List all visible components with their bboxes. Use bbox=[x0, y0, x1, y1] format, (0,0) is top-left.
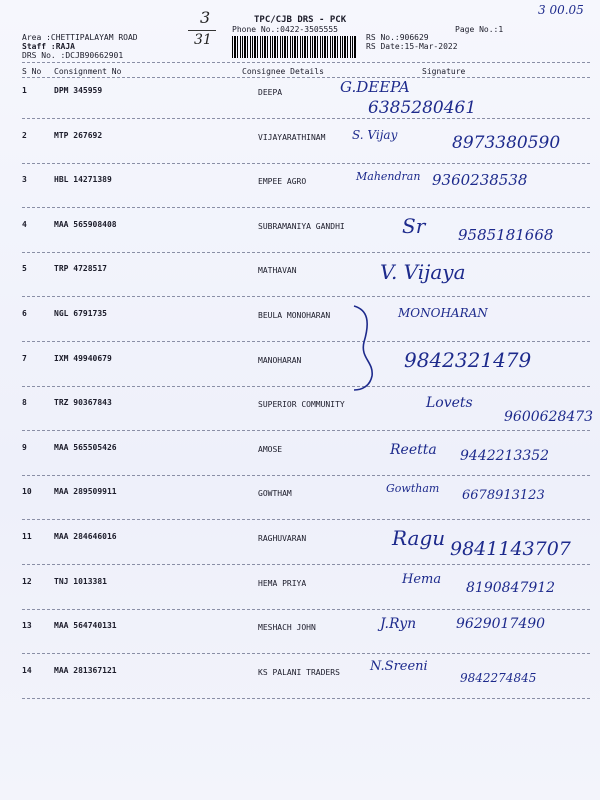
row-consignment-no: MAA 565908408 bbox=[54, 220, 117, 229]
handwritten-count-bottom: 31 bbox=[194, 32, 212, 48]
row-signature: Lovets bbox=[426, 395, 473, 411]
row-signature: S. Vijay bbox=[352, 128, 398, 142]
row-signature: MONOHARAN bbox=[398, 306, 488, 320]
row-consignment-no: MAA 289509911 bbox=[54, 487, 117, 496]
row-sno: 12 bbox=[22, 577, 32, 586]
row-sno: 4 bbox=[22, 220, 27, 229]
row-consignee: MESHACH JOHN bbox=[258, 623, 316, 632]
row-sno: 6 bbox=[22, 309, 27, 318]
row-sno: 7 bbox=[22, 354, 27, 363]
row-handwritten-phone: 6678913123 bbox=[462, 488, 545, 503]
row-sno: 9 bbox=[22, 443, 27, 452]
column-header-separator bbox=[22, 77, 590, 78]
row-consignment-no: TRP 4728517 bbox=[54, 264, 107, 273]
row-sno: 8 bbox=[22, 398, 27, 407]
col-header-consignee: Consignee Details bbox=[242, 67, 324, 76]
row-sno: 14 bbox=[22, 666, 32, 675]
row-handwritten-phone: 8973380590 bbox=[452, 133, 561, 153]
row-sno: 11 bbox=[22, 532, 32, 541]
row-consignment-no: TRZ 90367843 bbox=[54, 398, 112, 407]
row-consignee: GOWTHAM bbox=[258, 489, 292, 498]
row-consignee: MANOHARAN bbox=[258, 356, 302, 365]
row-signature: J.Ryn bbox=[380, 616, 417, 632]
row-signature: Gowtham bbox=[386, 482, 440, 495]
row-separator bbox=[22, 698, 590, 699]
row-consignee: BEULA MONOHARAN bbox=[258, 311, 331, 320]
phone-number: Phone No.:0422-3505555 bbox=[232, 25, 338, 34]
row-separator bbox=[22, 163, 590, 164]
row-separator bbox=[22, 386, 590, 387]
row-separator bbox=[22, 430, 590, 431]
row-consignment-no: DPM 345959 bbox=[54, 86, 103, 95]
row-consignee: AMOSE bbox=[258, 445, 283, 454]
row-consignee: SUPERIOR COMMUNITY bbox=[258, 400, 345, 409]
row-handwritten-phone: 9842321479 bbox=[404, 348, 532, 372]
staff: Staff :RAJA bbox=[22, 42, 75, 51]
row-separator bbox=[22, 296, 590, 297]
header-separator bbox=[22, 62, 590, 63]
row-handwritten-phone: 9442213352 bbox=[460, 448, 550, 464]
row-handwritten-phone: 9585181668 bbox=[458, 226, 554, 244]
row-separator bbox=[22, 653, 590, 654]
row-consignee: EMPEE AGRO bbox=[258, 177, 307, 186]
row-consignee: DEEPA bbox=[258, 88, 283, 97]
col-header-signature: Signature bbox=[422, 67, 466, 76]
row-signature: Mahendran bbox=[356, 170, 421, 183]
handwritten-count-divider bbox=[188, 30, 216, 31]
row-handwritten-phone: 8190847912 bbox=[466, 580, 556, 596]
row-consignment-no: MAA 565505426 bbox=[54, 443, 117, 452]
row-signature: Sr bbox=[402, 214, 426, 238]
row-separator bbox=[22, 475, 590, 476]
row-handwritten-phone: 9629017490 bbox=[456, 616, 546, 632]
rs-date: RS Date:15-Mar-2022 bbox=[366, 42, 458, 51]
row-signature: Ragu bbox=[392, 526, 446, 550]
handwritten-count-top: 3 bbox=[200, 8, 211, 27]
row-separator bbox=[22, 207, 590, 208]
bracket-mark bbox=[350, 302, 380, 394]
row-handwritten-phone: 9842274845 bbox=[460, 671, 537, 685]
row-signature: Reetta bbox=[390, 442, 437, 458]
row-sno: 2 bbox=[22, 131, 27, 140]
row-sno: 1 bbox=[22, 86, 27, 95]
row-consignment-no: HBL 14271389 bbox=[54, 175, 112, 184]
row-consignee: VIJAYARATHINAM bbox=[258, 133, 326, 142]
row-separator bbox=[22, 252, 590, 253]
row-consignment-no: IXM 49940679 bbox=[54, 354, 112, 363]
row-sno: 5 bbox=[22, 264, 27, 273]
drs-number: DRS No. :DCJB90662901 bbox=[22, 51, 124, 60]
row-separator bbox=[22, 564, 590, 565]
row-separator bbox=[22, 118, 590, 119]
row-consignment-no: MAA 281367121 bbox=[54, 666, 117, 675]
corner-handwritten-note: 3 00.05 bbox=[538, 3, 584, 17]
row-handwritten-phone: 9841143707 bbox=[450, 538, 571, 560]
row-consignment-no: NGL 6791735 bbox=[54, 309, 107, 318]
row-signature: G.DEEPA bbox=[340, 78, 410, 96]
row-signature: V. Vijaya bbox=[380, 260, 466, 284]
row-separator bbox=[22, 341, 590, 342]
row-consignment-no: MTP 267692 bbox=[54, 131, 103, 140]
rs-number: RS No.:906629 bbox=[366, 33, 429, 42]
row-consignment-no: MAA 284646016 bbox=[54, 532, 117, 541]
row-sno: 13 bbox=[22, 621, 32, 630]
page-number: Page No.:1 bbox=[455, 25, 504, 34]
row-consignee: HEMA PRIYA bbox=[258, 579, 307, 588]
row-handwritten-phone: 9360238538 bbox=[432, 171, 528, 189]
row-consignee: MATHAVAN bbox=[258, 266, 297, 275]
row-signature: N.Sreeni bbox=[370, 659, 428, 674]
row-consignee: SUBRAMANIYA GANDHI bbox=[258, 222, 345, 231]
row-consignment-no: TNJ 1013381 bbox=[54, 577, 107, 586]
row-sno: 10 bbox=[22, 487, 32, 496]
row-consignee: KS PALANI TRADERS bbox=[258, 668, 340, 677]
row-consignee: RAGHUVARAN bbox=[258, 534, 307, 543]
row-handwritten-phone: 6385280461 bbox=[368, 98, 477, 118]
area: Area :CHETTIPALAYAM ROAD bbox=[22, 33, 138, 42]
row-sno: 3 bbox=[22, 175, 27, 184]
col-header-sno: S No bbox=[22, 67, 42, 76]
doc-title: TPC/CJB DRS - PCK bbox=[254, 15, 347, 25]
row-consignment-no: MAA 564740131 bbox=[54, 621, 117, 630]
row-separator bbox=[22, 609, 590, 610]
row-signature: Hema bbox=[402, 572, 442, 587]
row-handwritten-phone: 9600628473 bbox=[504, 409, 594, 425]
barcode-image bbox=[232, 36, 356, 58]
col-header-consignment: Consignment No bbox=[54, 67, 122, 76]
row-separator bbox=[22, 519, 590, 520]
